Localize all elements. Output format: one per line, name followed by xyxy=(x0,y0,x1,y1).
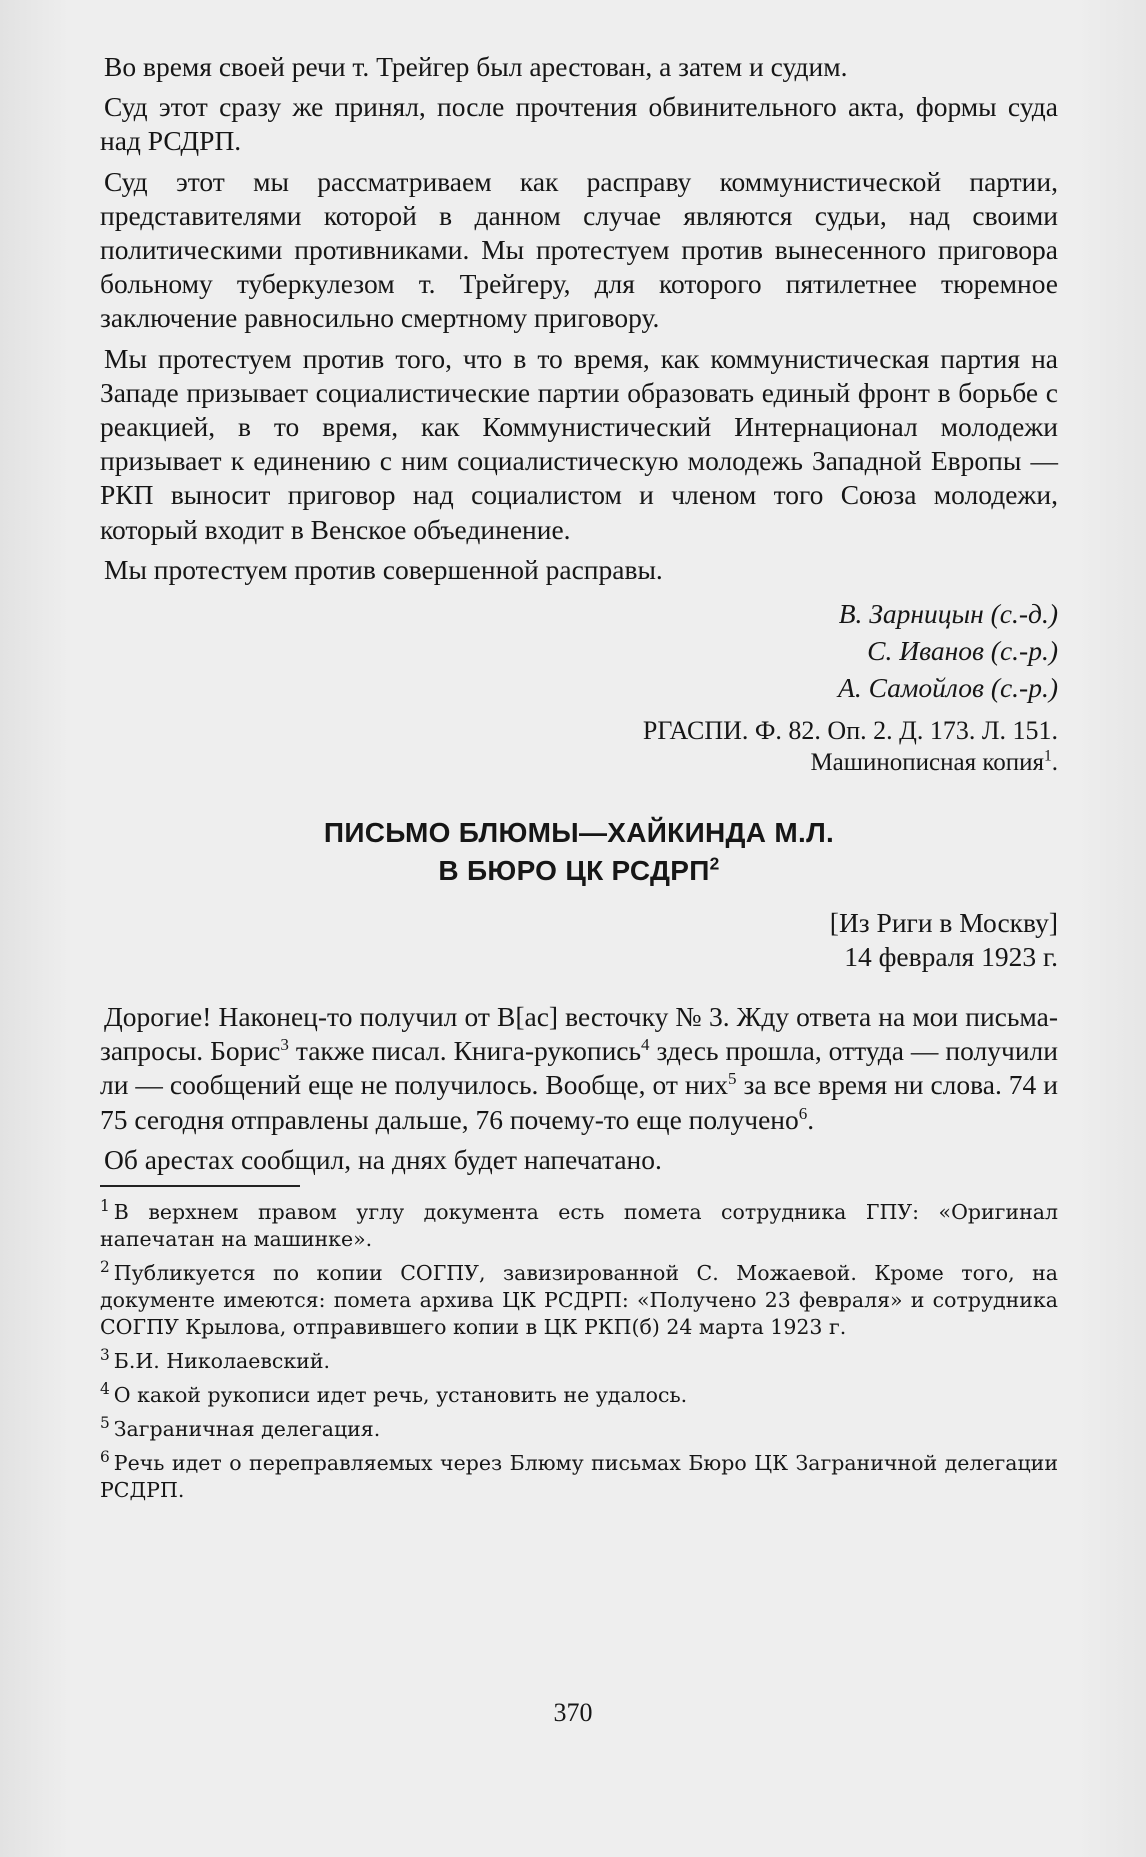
footnote-3 xyxy=(100,1348,1058,1375)
signature-samoilov: А. Самойлов (с.-р.) xyxy=(838,672,1058,704)
footnote-text: В верхнем правом углу документа есть помета сотрудника ГПУ: «Оригинал напечатан на машинке». xyxy=(100,1200,1058,1252)
paragraph-protest: Мы протестуем против того, что в то время, как коммунистическая партия на Западе призывает социалистические партии образовать единый фронт в борьбе с реакцией, в то время, как Коммунистический Интернационал молодежи призывает к единению с ним социалистическую молодежь Западной Европы — РКП выносит приговор над социалистом и членом того Союза молодежи, который входит в Венское объединение. xyxy=(100,342,1058,545)
paragraph-arrest: Во время своей речи т. Трейгер был арестован, а затем и судим. xyxy=(104,51,848,82)
dateline-date: 14 февраля 1923 г. xyxy=(844,941,1058,973)
heading-line-1: ПИСЬМО БЛЮМЫ—ХАЙКИНДА М.Л. xyxy=(323,817,835,849)
signature-ivanov: С. Иванов (с.-р.) xyxy=(867,635,1058,667)
footnotes xyxy=(100,1199,1058,1504)
footnote-text: Публикуется по копии СОГПУ, завизированной С. Можаевой. Кроме того, на документе имеются: помета архива ЦК РСДРП: «Получено 23 февраля» и сотрудника СОГПУ Крылова, отправившего копии в ЦК РКП(б) 24 марта 1923 г. xyxy=(100,1261,1058,1340)
copy-note-text: Машинописная копия xyxy=(810,749,1044,777)
letter-body xyxy=(100,1000,1058,1177)
copy-note xyxy=(100,748,1058,778)
heading-line-2 xyxy=(100,852,1058,890)
footnote-ref-3: 3 xyxy=(280,1035,289,1055)
footnote-divider xyxy=(100,1185,300,1187)
footnote-mark: 6 xyxy=(100,1448,110,1467)
footnote-5 xyxy=(100,1416,1058,1443)
footnote-text: Заграничная делегация. xyxy=(113,1417,381,1442)
page-number: 370 xyxy=(553,1698,593,1727)
footnote-mark: 4 xyxy=(100,1380,110,1399)
footnote-6 xyxy=(100,1450,1058,1504)
paragraph-reprisal: Суд этот мы рассматриваем как расправу коммунистической партии, представителями которой в данном случае являются судьи, над своими политическими противниками. Мы протестуем против вынесенного приговора больному туберкулезом т. Трейгеру, для которого пятилетнее тюремное заключение равносильно смертному приговору. xyxy=(100,165,1058,334)
footnote-mark: 1 xyxy=(100,1197,110,1216)
paragraph-final-protest: Мы протестуем против совершенной расправы. xyxy=(104,553,663,585)
letter-paragraph-2: Об арестах сообщил, на днях будет напечатано. xyxy=(104,1143,662,1175)
letter-text-b: также писал. Книга-рукопись xyxy=(288,1035,642,1067)
footnote-ref-5: 5 xyxy=(728,1069,737,1089)
dateline-route: [Из Риги в Москву] xyxy=(829,907,1058,939)
footnote-4 xyxy=(100,1382,1058,1409)
footnote-text: Б.И. Николаевский. xyxy=(113,1349,331,1374)
letter-text-c: здесь прошла, оттуда — получили ли — сообщений еще не получилось. Вообще, от них xyxy=(100,1035,1058,1101)
footnote-mark: 3 xyxy=(100,1346,110,1365)
text-column xyxy=(100,50,1058,1511)
footnote-ref-6: 6 xyxy=(798,1103,808,1123)
footnote-1 xyxy=(100,1199,1058,1253)
footnote-2 xyxy=(100,1260,1058,1341)
signature-zarnitsyn: В. Зарницын (с.-д.) xyxy=(838,598,1058,630)
signature-block xyxy=(100,595,1058,706)
archive-reference: РГАСПИ. Ф. 82. Оп. 2. Д. 173. Л. 151. xyxy=(642,716,1058,746)
footnote-mark: 5 xyxy=(100,1414,110,1433)
dateline xyxy=(100,906,1058,974)
letter-paragraph-1 xyxy=(100,1000,1058,1137)
letter-heading xyxy=(100,814,1058,890)
copy-note-end: . xyxy=(1051,749,1058,777)
letter-text-d: за все время ни слова. 74 и 75 сегодня отправлены дальше, 76 почему-то еще получено xyxy=(100,1069,1058,1135)
footnote-text: Речь идет о переправляемых через Блюму письмах Бюро ЦК Заграничной делегации РСДРП. xyxy=(100,1451,1058,1503)
heading-line-2-text: В БЮРО ЦК РСДРП xyxy=(438,855,710,887)
letter-text-a: Дорогие! Наконец-то получил от В[ас] весточку № 3. Жду ответа на мои письма-запросы. Борис xyxy=(100,1001,1058,1067)
footnote-ref-4: 4 xyxy=(641,1035,650,1055)
footnote-text: О какой рукописи идет речь, установить не удалось. xyxy=(113,1383,688,1408)
footnote-ref-1: 1 xyxy=(1044,747,1052,765)
paragraph-court-form: Суд этот сразу же принял, после прочтения обвинительного акта, формы суда над РСДРП. xyxy=(100,91,1058,157)
footnote-ref-2: 2 xyxy=(709,853,720,874)
footnote-mark: 2 xyxy=(100,1258,110,1277)
letter-text-e: . xyxy=(807,1103,815,1135)
